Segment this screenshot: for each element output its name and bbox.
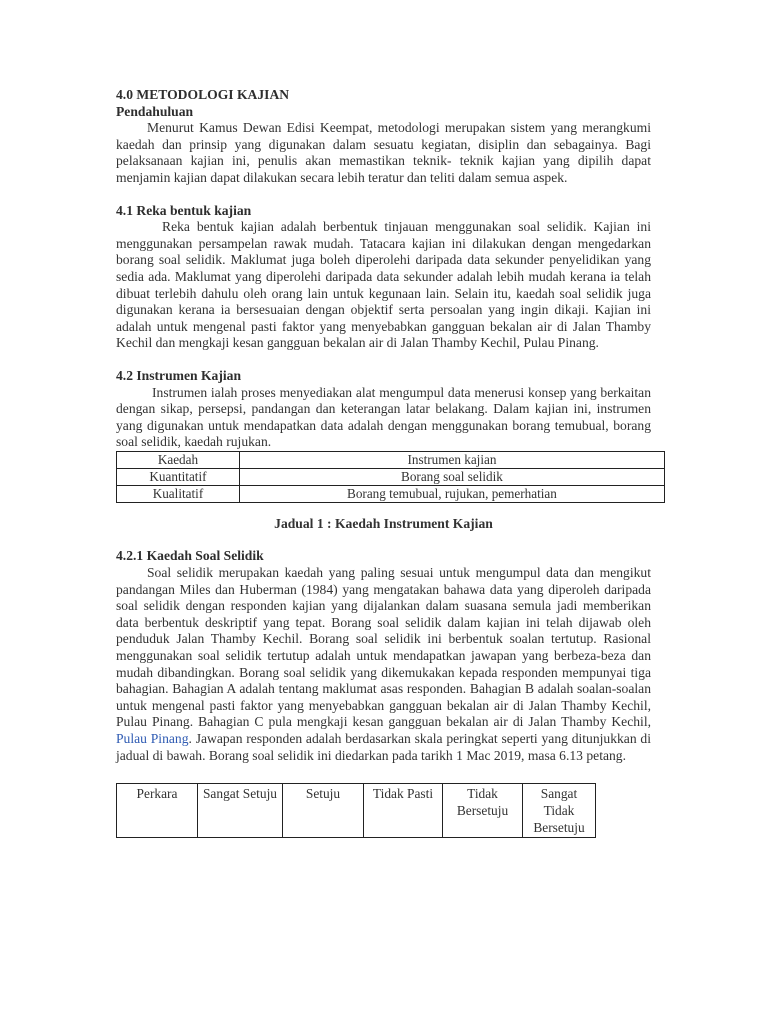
section-4-1-paragraph: Reka bentuk kajian adalah berbentuk tinjauan menggunakan soal selidik. Kajian ini menggunakan persampelan rawak mudah. Tatacara kajian ini dilakukan dengan mengedarkan borang soal selidik. Maklumat juga boleh diperolehi daripada data sekunder penyelidikan yang sedia ada. Maklumat yang diperolehi daripada data sekunder adalah lebih mudah kerana ia telah dibuat terlebih dahulu oleh orang lain untuk kegunaan lain. Selain itu, kaedah soal selidik juga digunakan kerana ia bersesuaian dengan objektif serta persoalan yang ingin dikaji. Kajian ini adalah untuk mengenal pasti faktor yang menyebabkan gangguan bekalan air di Jalan Thamby Kechil dan mengkaji kesan gangguan bekalan air di Jalan Thamby Kechil, Pulau Pinang.: [116, 219, 651, 351]
table-header-row: [117, 451, 665, 468]
table-row: [117, 485, 665, 502]
section-4-2-paragraph: Instrumen ialah proses menyediakan alat mengumpul data menerusi konsep yang berkaitan dengan sikap, persepsi, pandangan dan keterangan latar belakang. Dalam kajian ini, instrumen yang digunakan untuk mendapatkan data adalah dengan menggunakan borang temubual, borang soal selidik, kaedah rujukan.: [116, 384, 651, 450]
table-cell: Kuantitatif: [117, 468, 240, 485]
section-4-2-1-heading: 4.2.1 Kaedah Soal Selidik: [116, 548, 264, 564]
methods-table: [116, 451, 665, 503]
likert-scale-table: [116, 783, 596, 838]
pulau-pinang-link[interactable]: Pulau Pinang: [116, 731, 189, 746]
table-header-cell: Tidak Bersetuju: [443, 784, 523, 838]
intro-paragraph: Menurut Kamus Dewan Edisi Keempat, metodologi merupakan sistem yang merangkumi kaedah dan prinsip yang digunakan dalam sesuatu kegiatan, disiplin dan sebagainya. Bagi pelaksanaan kajian ini, penulis akan memastikan teknik- teknik kajian yang dipilih dapat menjamin kajian dapat dilakukan secara lebih teratur dan teliti dalam semua aspek.: [116, 120, 651, 185]
table-header-cell: Sangat Tidak Bersetuju: [523, 784, 596, 838]
table-cell: Kualitatif: [117, 485, 240, 502]
table-header-cell: Tidak Pasti: [364, 784, 443, 838]
table-cell: Borang soal selidik: [239, 468, 664, 485]
table-caption: Jadual 1 : Kaedah Instrument Kajian: [274, 515, 493, 531]
table-cell: Borang temubual, rujukan, pemerhatian: [239, 485, 664, 502]
table-row: [117, 468, 665, 485]
paragraph-text: . Jawapan responden adalah berdasarkan skala peringkat seperti yang ditunjukkan di jadual di bawah. Borang soal selidik ini diedarkan pada tarikh 1 Mac 2019, masa 6.13 petang.: [116, 731, 651, 763]
section-4-1-heading: 4.1 Reka bentuk kajian: [116, 202, 252, 218]
table-header-cell: Perkara: [117, 784, 198, 838]
section-4-2-1-paragraph: [116, 565, 651, 764]
table-header-cell: Setuju: [283, 784, 364, 838]
table-header-cell: Sangat Setuju: [198, 784, 283, 838]
table-header-row: [117, 784, 596, 838]
main-heading: 4.0 METODOLOGI KAJIAN: [116, 87, 290, 102]
intro-heading: Pendahuluan: [116, 103, 194, 119]
paragraph-text: Soal selidik merupakan kaedah yang paling sesuai untuk mengumpul data dan mengikut pandangan Miles dan Huberman (1984) yang mengatakan bahawa data yang diperoleh daripada soal selidik dengan responden kajian yang dijalankan dalam suasana semula jadi memberikan data berbentuk deskriptif yang tepat. Borang soal selidik dalam kajian ini telah dijawab oleh penduduk Jalan Thamby Kechil. Borang soal selidik ini berbentuk soalan tertutup. Rasional menggunakan soal selidik tertutup adalah untuk mendapatkan jawapan yang berbeza-beza dan mudah dibandingkan. Borang soal selidik yang dikemukakan kepada responden mempunyai tiga bahagian. Bahagian A adalah tentang maklumat asas responden. Bahagian B adalah soalan-soalan untuk mengenal pasti faktor yang menyebabkan gangguan bekalan air di Jalan Thamby Kechil, Pulau Pinang. Bahagian C pula mengkaji kesan gangguan bekalan air di Jalan Thamby Kechil,: [116, 565, 651, 730]
section-4-2-heading: 4.2 Instrumen Kajian: [116, 367, 241, 383]
table-header-cell: Kaedah: [117, 451, 240, 468]
document-page: [116, 87, 651, 838]
table-header-cell: Instrumen kajian: [239, 451, 664, 468]
